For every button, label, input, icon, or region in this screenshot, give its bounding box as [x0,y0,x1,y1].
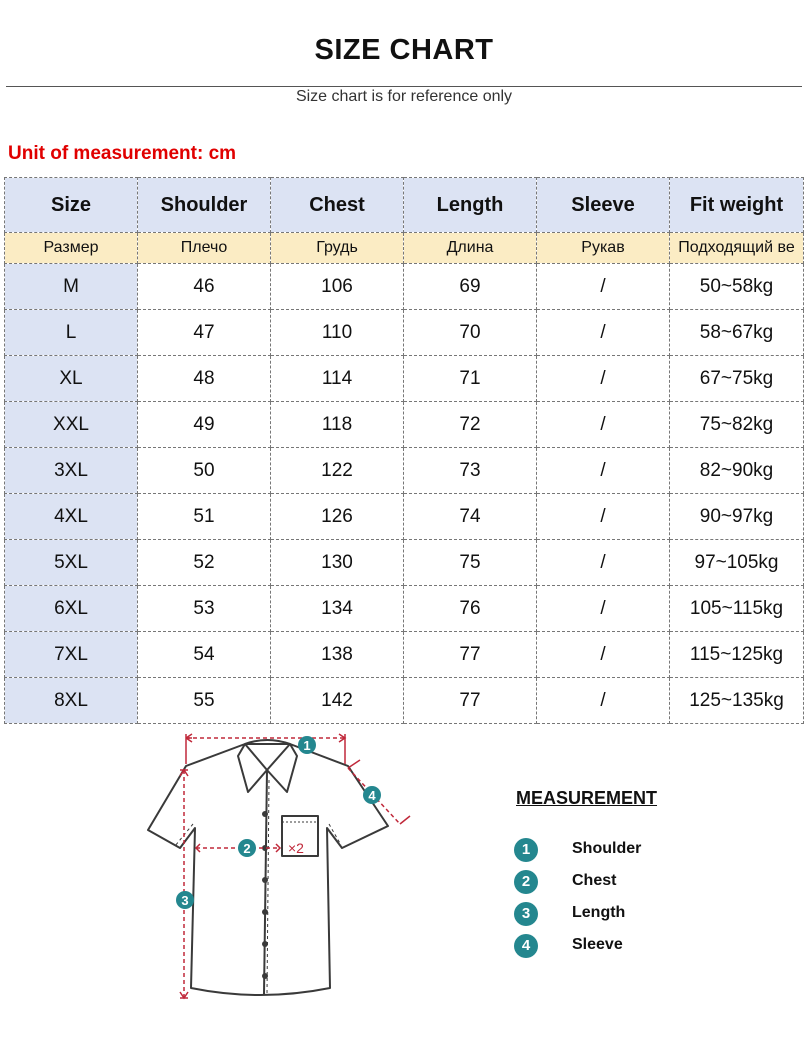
table-cell: 122 [271,448,404,494]
table-cell: 72 [404,402,537,448]
table-cell: 70 [404,310,537,356]
table-cell: 71 [404,356,537,402]
unit-note: Unit of measurement: cm [8,143,237,164]
table-cell: 125~135kg [670,678,804,724]
table-cell: 138 [271,632,404,678]
column-header: Shoulder [138,178,271,233]
svg-text:1: 1 [303,738,311,753]
table-cell: 73 [404,448,537,494]
legend-label: Chest [572,872,617,889]
table-row [5,264,804,310]
table-cell: / [537,448,670,494]
table-cell: 82~90kg [670,448,804,494]
table-cell: 50 [138,448,271,494]
page-subtitle: Size chart is for reference only [295,88,513,105]
table-cell: / [537,310,670,356]
table-cell: 106 [271,264,404,310]
table-cell: / [537,494,670,540]
table-cell: 97~105kg [670,540,804,586]
table-cell: 110 [271,310,404,356]
table-cell: 77 [404,678,537,724]
table-cell: / [537,356,670,402]
legend-number-badge: 2 [514,870,538,894]
marker-4 [363,786,381,804]
table-cell: 75~82kg [670,402,804,448]
table-cell: 51 [138,494,271,540]
table-header-row [5,178,804,233]
column-header: Length [404,178,537,233]
size-cell: XXL [5,402,138,448]
size-table [4,177,804,724]
table-cell: 75 [404,540,537,586]
legend-number-badge: 3 [514,902,538,926]
column-header-ru: Размер [5,233,138,264]
table-row [5,494,804,540]
table-row [5,586,804,632]
legend-number-badge: 1 [514,838,538,862]
size-cell: 5XL [5,540,138,586]
table-cell: 142 [271,678,404,724]
table-cell: 134 [271,586,404,632]
size-cell: M [5,264,138,310]
table-cell: 67~75kg [670,356,804,402]
table-row [5,310,804,356]
size-table-body [5,178,804,724]
legend-number-badge: 4 [514,934,538,958]
size-cell: 4XL [5,494,138,540]
page-title: SIZE CHART [314,34,494,66]
table-cell: / [537,586,670,632]
table-cell: 50~58kg [670,264,804,310]
size-cell: XL [5,356,138,402]
table-row [5,540,804,586]
marker-3 [176,891,194,909]
table-row [5,356,804,402]
table-cell: 49 [138,402,271,448]
legend-label: Sleeve [572,936,623,953]
size-cell: 3XL [5,448,138,494]
table-cell: 105~115kg [670,586,804,632]
table-row [5,448,804,494]
column-header-ru: Грудь [271,233,404,264]
column-header-ru: Длина [404,233,537,264]
title-divider [6,86,802,87]
table-cell: / [537,540,670,586]
size-cell: 7XL [5,632,138,678]
table-cell: 74 [404,494,537,540]
table-cell: / [537,632,670,678]
svg-text:2: 2 [243,841,251,856]
table-cell: 52 [138,540,271,586]
table-cell: 53 [138,586,271,632]
column-header-ru: Подходящий ве [670,233,804,264]
column-header: Fit weight [670,178,804,233]
table-cell: 58~67kg [670,310,804,356]
table-cell: 114 [271,356,404,402]
column-header: Size [5,178,138,233]
table-cell: / [537,264,670,310]
table-cell: 115~125kg [670,632,804,678]
table-cell: 130 [271,540,404,586]
table-cell: 77 [404,632,537,678]
column-header-ru: Рукав [537,233,670,264]
table-cell: 48 [138,356,271,402]
marker-2 [238,839,256,857]
legend-label: Length [572,904,626,921]
measurement-title: MEASUREMENT [516,788,658,808]
table-cell: 54 [138,632,271,678]
size-cell: 8XL [5,678,138,724]
column-header: Sleeve [537,178,670,233]
table-cell: / [537,678,670,724]
table-row [5,402,804,448]
chest-multiplier: ×2 [288,840,304,856]
marker-1 [298,736,316,754]
table-cell: 76 [404,586,537,632]
size-cell: L [5,310,138,356]
table-cell: 46 [138,264,271,310]
size-cell: 6XL [5,586,138,632]
table-header-row-ru [5,233,804,264]
table-cell: 55 [138,678,271,724]
table-cell: 118 [271,402,404,448]
column-header-ru: Плечо [138,233,271,264]
svg-text:3: 3 [181,893,189,908]
shirt-measurement-diagram [140,730,430,1005]
column-header: Chest [271,178,404,233]
svg-text:4: 4 [368,788,376,803]
table-cell: 90~97kg [670,494,804,540]
table-row [5,632,804,678]
table-cell: / [537,402,670,448]
table-row [5,678,804,724]
table-cell: 126 [271,494,404,540]
legend-label: Shoulder [572,840,642,857]
table-cell: 47 [138,310,271,356]
table-cell: 69 [404,264,537,310]
